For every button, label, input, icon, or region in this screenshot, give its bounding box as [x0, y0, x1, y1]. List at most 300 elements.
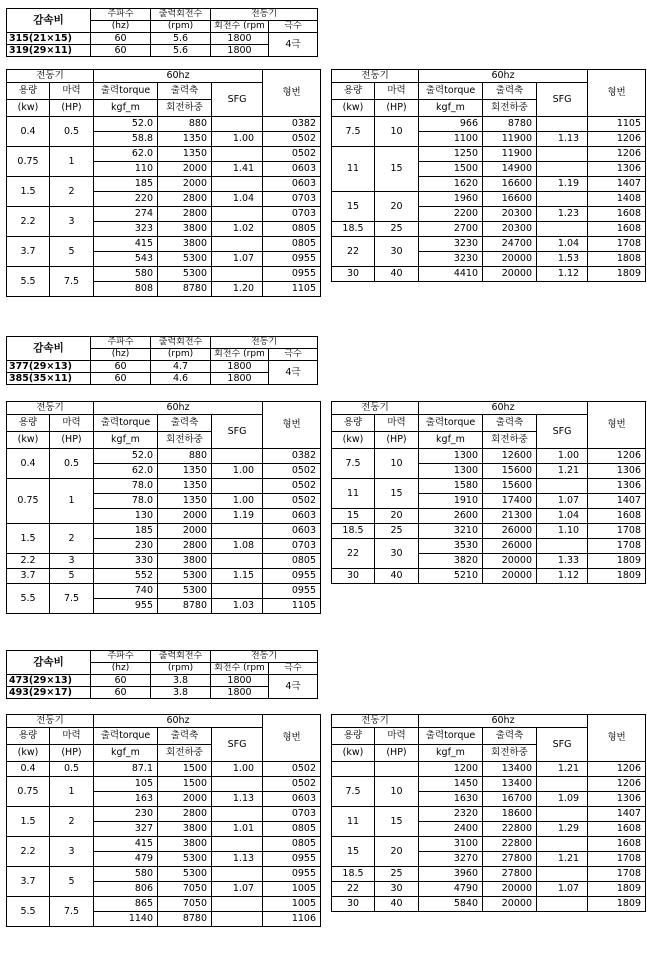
load-value: 15600 — [483, 479, 537, 494]
sfg-value: 1.53 — [537, 252, 588, 267]
load-value: 3800 — [158, 837, 212, 852]
hp-value: 1 — [50, 147, 94, 177]
load-value: 16600 — [483, 192, 537, 207]
sfg-value: 1.21 — [537, 852, 588, 867]
sfg-value — [537, 837, 588, 852]
sfg-value — [212, 777, 263, 792]
torque-header: 출력torque — [94, 415, 158, 432]
kw-value: 3.7 — [7, 237, 50, 267]
torque-value: 806 — [94, 882, 158, 897]
torque-value: 1500 — [419, 162, 483, 177]
capacity-header: 용량 — [7, 415, 50, 432]
sfg-value — [537, 162, 588, 177]
frame-value: 1105 — [263, 599, 321, 614]
power-unit: (HP) — [50, 745, 94, 762]
frame-header: 형번 — [588, 402, 646, 449]
torque-unit: kgf_m — [419, 745, 483, 762]
freq-unit: (hz) — [91, 21, 151, 33]
load-header: 출력축 — [158, 415, 212, 432]
sfg-value: 1.01 — [212, 822, 263, 837]
frame-value: 1206 — [588, 132, 646, 147]
power-header: 마력 — [375, 415, 419, 432]
frame-value: 0955 — [263, 584, 321, 599]
frame-value: 1105 — [588, 117, 646, 132]
frame-value: 0603 — [263, 792, 321, 807]
torque-value: 2600 — [419, 509, 483, 524]
hz-value: 60 — [91, 675, 151, 687]
table-row — [7, 837, 321, 852]
sfg-value: 1.07 — [212, 882, 263, 897]
power-unit: (HP) — [50, 100, 94, 117]
load-unit: 회전하중 — [158, 745, 212, 762]
frame-value: 1407 — [588, 807, 646, 822]
sfg-value: 1.00 — [212, 132, 263, 147]
torque-value: 3100 — [419, 837, 483, 852]
load-value: 24700 — [483, 237, 537, 252]
freq-unit: (hz) — [91, 349, 151, 361]
motor-label: 전동기 — [211, 651, 318, 663]
motor-rpm-value: 1800 — [211, 373, 269, 385]
table-row — [332, 777, 646, 792]
kw-value: 5.5 — [7, 897, 50, 927]
torque-value: 2400 — [419, 822, 483, 837]
torque-unit: kgf_m — [419, 432, 483, 449]
torque-value: 3960 — [419, 867, 483, 882]
load-unit: 회전하중 — [158, 100, 212, 117]
motor-label: 전동기 — [211, 337, 318, 349]
header-title: 감속비 — [7, 9, 91, 33]
frame-value: 0703 — [263, 207, 321, 222]
frame-header: 형번 — [263, 70, 321, 117]
torque-value: 3230 — [419, 252, 483, 267]
kw-value: 22 — [332, 882, 375, 897]
sfg-value: 1.13 — [212, 792, 263, 807]
frame-value: 1105 — [263, 282, 321, 297]
load-value: 20000 — [483, 554, 537, 569]
frame-value: 1708 — [588, 524, 646, 539]
frame-value: 1608 — [588, 222, 646, 237]
hp-value: 2 — [50, 807, 94, 837]
frame-value: 0955 — [263, 267, 321, 282]
table-row — [7, 807, 321, 822]
sfg-value: 1.00 — [212, 494, 263, 509]
load-header: 출력축 — [483, 415, 537, 432]
load-value: 27800 — [483, 867, 537, 882]
spec-table-1-left — [6, 69, 321, 297]
hp-value: 20 — [375, 837, 419, 867]
hz-header: 60hz — [419, 715, 588, 728]
hp-value: 2 — [50, 524, 94, 554]
freq-label: 주파수 — [91, 9, 151, 21]
sfg-value — [537, 222, 588, 237]
frame-value: 0502 — [263, 132, 321, 147]
load-header: 출력축 — [483, 728, 537, 745]
torque-value: 3270 — [419, 852, 483, 867]
table-row — [7, 147, 321, 162]
frame-value: 0502 — [263, 777, 321, 792]
torque-value: 415 — [94, 837, 158, 852]
torque-header: 출력torque — [94, 83, 158, 100]
table-row — [7, 237, 321, 252]
poles-value: 4극 — [269, 675, 318, 699]
motor-header: 전동기 — [332, 402, 419, 415]
kw-value: 0.75 — [7, 777, 50, 807]
kw-value: 1.5 — [7, 177, 50, 207]
frame-value: 0603 — [263, 162, 321, 177]
frame-value: 1708 — [588, 867, 646, 882]
frame-value: 0603 — [263, 524, 321, 539]
freq-label: 주파수 — [91, 651, 151, 663]
sfg-value: 1.19 — [537, 177, 588, 192]
spec-table-2-left — [6, 401, 321, 614]
table-row — [7, 584, 321, 599]
load-value: 20000 — [483, 897, 537, 912]
hp-value: 3 — [50, 207, 94, 237]
kw-value: 3.7 — [7, 569, 50, 584]
load-value: 2000 — [158, 524, 212, 539]
ratio-header-table-1 — [6, 8, 318, 57]
hz-value: 60 — [91, 361, 151, 373]
motor-rpm-label: 회전수 (rpm — [211, 349, 269, 361]
sfg-value: 1.15 — [212, 569, 263, 584]
load-value: 18600 — [483, 807, 537, 822]
load-value: 3800 — [158, 554, 212, 569]
torque-value: 327 — [94, 822, 158, 837]
torque-value: 4790 — [419, 882, 483, 897]
sfg-value: 1.13 — [537, 132, 588, 147]
frame-value: 1306 — [588, 162, 646, 177]
torque-value: 78.0 — [94, 494, 158, 509]
kw-value: 1.5 — [7, 807, 50, 837]
table-row — [7, 777, 321, 792]
torque-value: 62.0 — [94, 464, 158, 479]
kw-value: 7.5 — [332, 777, 375, 807]
frame-value: 0805 — [263, 822, 321, 837]
load-value: 8780 — [483, 117, 537, 132]
table-row — [7, 569, 321, 584]
kw-value: 11 — [332, 807, 375, 837]
capacity-header: 용량 — [7, 83, 50, 100]
sfg-value: 1.07 — [537, 494, 588, 509]
capacity-unit: (kw) — [332, 432, 375, 449]
hp-value: 0.5 — [50, 449, 94, 479]
motor-label: 전동기 — [211, 9, 318, 21]
sfg-value: 1.41 — [212, 162, 263, 177]
load-value: 2000 — [158, 792, 212, 807]
poles-value: 4극 — [269, 361, 318, 385]
load-value: 17400 — [483, 494, 537, 509]
hp-value: 15 — [375, 479, 419, 509]
poles-value: 4극 — [269, 33, 318, 57]
torque-value: 330 — [94, 554, 158, 569]
torque-value: 1910 — [419, 494, 483, 509]
sfg-value: 1.07 — [212, 252, 263, 267]
torque-header: 출력torque — [419, 415, 483, 432]
load-value: 8780 — [158, 282, 212, 297]
torque-value: 1620 — [419, 177, 483, 192]
sfg-value — [537, 897, 588, 912]
kw-value: 18.5 — [332, 524, 375, 539]
hz-value: 60 — [91, 373, 151, 385]
frame-value: 0382 — [263, 117, 321, 132]
torque-value: 185 — [94, 524, 158, 539]
capacity-unit: (kw) — [332, 100, 375, 117]
kw-value: 30 — [332, 267, 375, 282]
torque-value: 52.0 — [94, 117, 158, 132]
table-row — [7, 762, 321, 777]
table-row — [332, 524, 646, 539]
torque-value: 62.0 — [94, 147, 158, 162]
load-value: 1500 — [158, 762, 212, 777]
freq-label: 주파수 — [91, 337, 151, 349]
sfg-value — [212, 897, 263, 912]
motor-header: 전동기 — [332, 715, 419, 728]
hp-value: 40 — [375, 569, 419, 584]
capacity-header: 용량 — [7, 728, 50, 745]
capacity-unit: (kw) — [7, 100, 50, 117]
frame-value: 0502 — [263, 147, 321, 162]
frame-header: 형번 — [588, 715, 646, 762]
load-value: 3800 — [158, 822, 212, 837]
sfg-header: SFG — [212, 415, 263, 449]
frame-value: 1708 — [588, 852, 646, 867]
hp-value: 25 — [375, 867, 419, 882]
rpm-value: 5.6 — [151, 33, 211, 45]
rpm-value: 3.8 — [151, 687, 211, 699]
torque-value: 1250 — [419, 147, 483, 162]
load-value: 21300 — [483, 509, 537, 524]
frame-value: 0805 — [263, 554, 321, 569]
frame-value: 1708 — [588, 237, 646, 252]
capacity-header: 용량 — [332, 415, 375, 432]
sfg-value — [212, 449, 263, 464]
load-value: 5300 — [158, 867, 212, 882]
torque-value: 1450 — [419, 777, 483, 792]
rpm-value: 5.6 — [151, 45, 211, 57]
load-unit: 회전하중 — [483, 432, 537, 449]
sfg-header: SFG — [537, 415, 588, 449]
ratio-value: 493(29×17) — [7, 687, 91, 699]
torque-value: 580 — [94, 867, 158, 882]
torque-value: 5210 — [419, 569, 483, 584]
hz-header: 60hz — [94, 70, 263, 83]
load-value: 15600 — [483, 464, 537, 479]
ratio-value: 385(35×11) — [7, 373, 91, 385]
torque-value: 1630 — [419, 792, 483, 807]
frame-header: 형번 — [263, 402, 321, 449]
sfg-header: SFG — [537, 83, 588, 117]
torque-value: 220 — [94, 192, 158, 207]
hp-value: 25 — [375, 524, 419, 539]
motor-rpm-value: 1800 — [211, 675, 269, 687]
sfg-value — [212, 117, 263, 132]
hp-value: 15 — [375, 807, 419, 837]
rpm-label: 출력회전수 — [151, 9, 211, 21]
rpm-unit: (rpm) — [151, 21, 211, 33]
load-value: 20300 — [483, 222, 537, 237]
sfg-value — [212, 912, 263, 927]
sfg-value: 1.07 — [537, 882, 588, 897]
rpm-unit: (rpm) — [151, 349, 211, 361]
frame-value: 0603 — [263, 177, 321, 192]
load-unit: 회전하중 — [483, 745, 537, 762]
table-row — [332, 267, 646, 282]
sfg-value — [537, 807, 588, 822]
motor-header: 전동기 — [7, 715, 94, 728]
sfg-value: 1.00 — [212, 762, 263, 777]
load-value: 1350 — [158, 147, 212, 162]
motor-rpm-label: 회전수 (rpm — [211, 663, 269, 675]
load-value: 20000 — [483, 882, 537, 897]
torque-value: 52.0 — [94, 449, 158, 464]
kw-value — [332, 762, 375, 777]
load-value: 5300 — [158, 252, 212, 267]
sfg-value: 1.21 — [537, 762, 588, 777]
load-header: 출력축 — [158, 728, 212, 745]
hp-value: 10 — [375, 777, 419, 807]
load-unit: 회전하중 — [158, 432, 212, 449]
header-title: 감속비 — [7, 337, 91, 361]
rpm-value: 3.8 — [151, 675, 211, 687]
load-value: 8780 — [158, 599, 212, 614]
torque-value: 415 — [94, 237, 158, 252]
torque-value: 1300 — [419, 464, 483, 479]
frame-value: 1206 — [588, 147, 646, 162]
torque-value: 808 — [94, 282, 158, 297]
torque-value: 1200 — [419, 762, 483, 777]
frame-value: 0603 — [263, 509, 321, 524]
kw-value: 7.5 — [332, 449, 375, 479]
torque-value: 552 — [94, 569, 158, 584]
kw-value: 0.4 — [7, 449, 50, 479]
load-value: 5300 — [158, 584, 212, 599]
power-header: 마력 — [375, 728, 419, 745]
frame-value: 1206 — [588, 777, 646, 792]
load-value: 16700 — [483, 792, 537, 807]
load-value: 8780 — [158, 912, 212, 927]
torque-value: 58.8 — [94, 132, 158, 147]
sfg-value — [212, 524, 263, 539]
ratio-value: 319(29×11) — [7, 45, 91, 57]
torque-header: 출력torque — [419, 728, 483, 745]
kw-value: 3.7 — [7, 867, 50, 897]
frame-value: 1809 — [588, 897, 646, 912]
frame-value: 1407 — [588, 177, 646, 192]
load-value: 1350 — [158, 132, 212, 147]
load-value: 2800 — [158, 192, 212, 207]
kw-value: 22 — [332, 237, 375, 267]
frame-value: 0805 — [263, 837, 321, 852]
capacity-header: 용량 — [332, 728, 375, 745]
hp-value: 10 — [375, 117, 419, 147]
hp-value: 0.5 — [50, 762, 94, 777]
torque-value: 130 — [94, 509, 158, 524]
kw-value: 0.75 — [7, 147, 50, 177]
hp-value: 3 — [50, 837, 94, 867]
frame-value: 1106 — [263, 912, 321, 927]
torque-value: 110 — [94, 162, 158, 177]
table-row — [332, 192, 646, 207]
sfg-value: 1.00 — [537, 449, 588, 464]
load-value: 5300 — [158, 267, 212, 282]
frame-value: 1808 — [588, 252, 646, 267]
torque-header: 출력torque — [94, 728, 158, 745]
hp-value: 5 — [50, 237, 94, 267]
sfg-value — [212, 267, 263, 282]
hp-value: 2 — [50, 177, 94, 207]
sfg-value: 1.03 — [212, 599, 263, 614]
load-value: 26000 — [483, 539, 537, 554]
frame-value: 1809 — [588, 267, 646, 282]
load-value: 12600 — [483, 449, 537, 464]
load-value: 16600 — [483, 177, 537, 192]
frame-value: 1608 — [588, 207, 646, 222]
torque-value: 274 — [94, 207, 158, 222]
torque-value: 323 — [94, 222, 158, 237]
load-unit: 회전하중 — [483, 100, 537, 117]
torque-value: 955 — [94, 599, 158, 614]
frame-value: 1809 — [588, 569, 646, 584]
ratio-value: 377(29×13) — [7, 361, 91, 373]
torque-value: 2700 — [419, 222, 483, 237]
table-row — [332, 897, 646, 912]
load-header: 출력축 — [483, 83, 537, 100]
load-header: 출력축 — [158, 83, 212, 100]
frame-value: 1608 — [588, 509, 646, 524]
sfg-value — [212, 807, 263, 822]
torque-value: 1140 — [94, 912, 158, 927]
power-header: 마력 — [50, 728, 94, 745]
sfg-value — [212, 837, 263, 852]
table-row — [332, 882, 646, 897]
table-row — [332, 569, 646, 584]
table-row — [7, 479, 321, 494]
load-value: 2800 — [158, 207, 212, 222]
kw-value: 2.2 — [7, 207, 50, 237]
load-value: 22800 — [483, 837, 537, 852]
table-row — [7, 867, 321, 882]
spec-table-2-right — [331, 401, 646, 584]
torque-value: 1580 — [419, 479, 483, 494]
sfg-value — [212, 584, 263, 599]
power-unit: (HP) — [375, 745, 419, 762]
kw-value: 1.5 — [7, 524, 50, 554]
spec-table-1-right — [331, 69, 646, 282]
frame-header: 형번 — [588, 70, 646, 117]
kw-value: 15 — [332, 192, 375, 222]
load-value: 11900 — [483, 147, 537, 162]
hp-value: 0.5 — [50, 117, 94, 147]
table-row — [332, 222, 646, 237]
sfg-value — [537, 867, 588, 882]
frame-value: 1809 — [588, 882, 646, 897]
load-value: 880 — [158, 449, 212, 464]
hp-value: 30 — [375, 882, 419, 897]
ratio-value: 315(21×15) — [7, 33, 91, 45]
load-value: 22800 — [483, 822, 537, 837]
hp-value: 7.5 — [50, 584, 94, 614]
frame-value: 0502 — [263, 762, 321, 777]
sfg-value — [212, 237, 263, 252]
sfg-value: 1.02 — [212, 222, 263, 237]
frame-value: 0703 — [263, 807, 321, 822]
load-value: 5300 — [158, 569, 212, 584]
load-value: 20300 — [483, 207, 537, 222]
frame-value: 1708 — [588, 539, 646, 554]
frame-value: 1206 — [588, 449, 646, 464]
sfg-value: 1.13 — [212, 852, 263, 867]
torque-value: 163 — [94, 792, 158, 807]
